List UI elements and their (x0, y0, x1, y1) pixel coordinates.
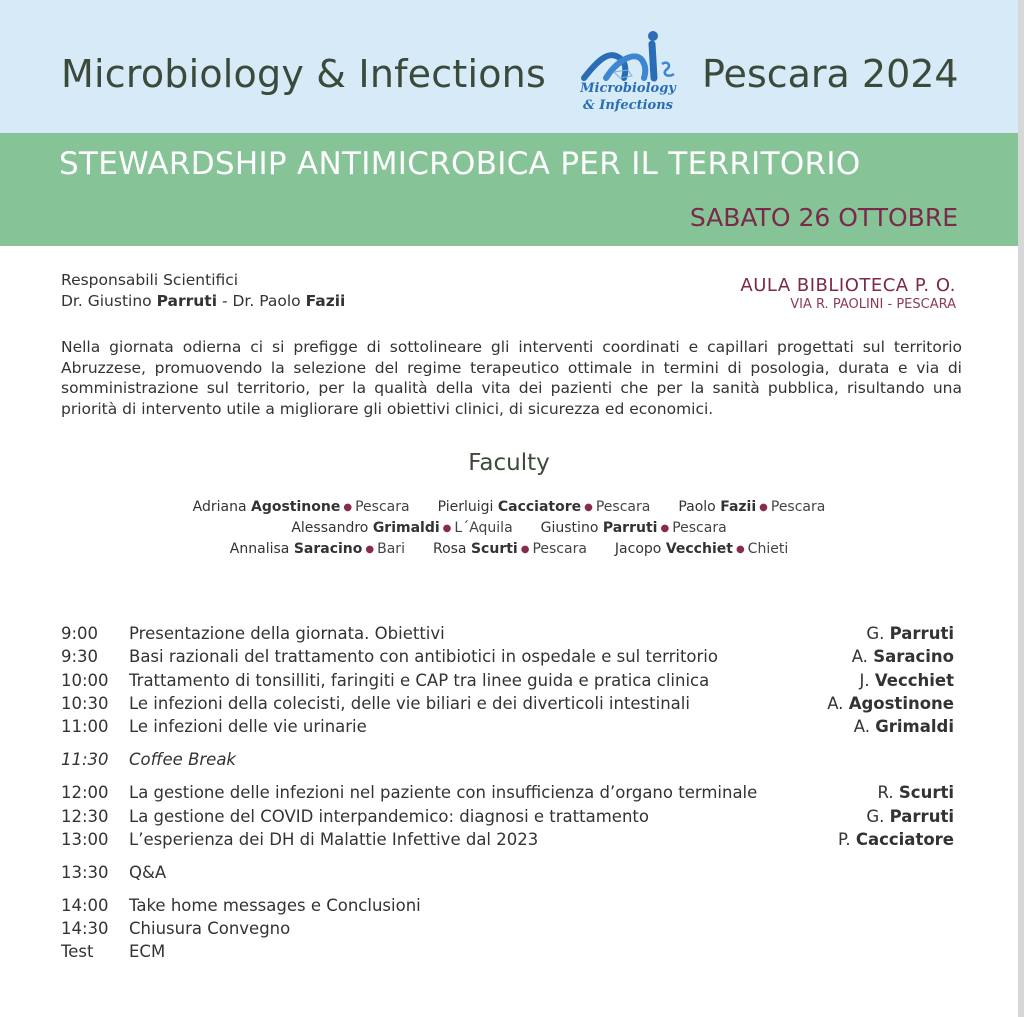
schedule-title: Coffee Break (129, 750, 236, 769)
schedule-row (61, 647, 954, 670)
director-separator: - Dr. Paolo (217, 292, 306, 310)
schedule-title: ECM (129, 942, 166, 961)
schedule-time: Test (61, 942, 94, 961)
speaker-last-name: Agostinone (848, 694, 954, 713)
schedule-time: 11:30 (61, 750, 109, 769)
schedule-row (61, 896, 954, 919)
schedule-title: La gestione delle infezioni nel paziente con insufficienza d’organo terminale (129, 783, 758, 802)
speaker-initial: A. (827, 694, 844, 713)
schedule-title: Take home messages e Conclusioni (129, 896, 421, 915)
faculty-first-name: Annalisa (229, 541, 290, 557)
schedule-time: 13:30 (61, 863, 109, 882)
faculty-first-name: Rosa (432, 541, 467, 557)
logo-text-line1: Microbiology (580, 81, 676, 96)
faculty-city: Pescara (672, 520, 727, 536)
director2-last: Fazii (305, 292, 346, 310)
faculty-city: Pescara (595, 499, 651, 515)
event-title: Microbiology & Infections (61, 52, 546, 96)
speaker-initial: A. (851, 647, 868, 666)
schedule-speaker (866, 624, 954, 643)
faculty-first-name: Giustino (540, 520, 599, 536)
logo-mark-icon (576, 30, 680, 86)
schedule-time: 14:00 (61, 896, 109, 915)
faculty-member (230, 539, 405, 560)
faculty-last-name: Saracino (293, 541, 363, 557)
speaker-initial: J. (859, 671, 870, 690)
schedule-row (61, 942, 954, 965)
faculty-city: Pescara (770, 499, 826, 515)
event-logo (576, 30, 680, 122)
bullet-icon: ● (343, 502, 353, 513)
faculty-list (0, 497, 1018, 560)
director1-last: Parruti (156, 292, 218, 310)
faculty-row (0, 497, 1018, 518)
bullet-icon: ● (584, 502, 593, 513)
schedule-title: Trattamento di tonsilliti, faringiti e CAP tra linee guida e pratica clinica (129, 671, 710, 690)
session-title: STEWARDSHIP ANTIMICROBICA PER IL TERRITORIO (59, 146, 861, 182)
faculty-last-name: Parruti (602, 520, 658, 536)
faculty-last-name: Vecchiet (665, 541, 733, 557)
speaker-initial: G. (866, 624, 885, 643)
schedule-title: Le infezioni delle vie urinarie (129, 717, 367, 736)
faculty-member (291, 518, 512, 539)
speaker-last-name: Scurti (898, 783, 954, 802)
faculty-city: Bari (377, 541, 405, 557)
faculty-member (433, 539, 587, 560)
schedule-time: 13:00 (61, 830, 109, 849)
speaker-last-name: Saracino (873, 647, 954, 666)
faculty-row (0, 518, 1018, 539)
intro-paragraph: Nella giornata odierna ci si prefigge di sottolineare gli interventi coordinati e capillari progettati sul territorio Abruzzese, promuovendo la selezione del regime terapeutico ottimale in termini di posologia, durata e via di somministrazione sul territorio, per la qualità della vita dei pazienti che per la sanità pubblica, risultando una priorità di intervento utile a migliorare gli obiettivi clinici, di sicurezza ed economici. (61, 338, 962, 418)
faculty-last-name: Cacciatore (497, 499, 582, 515)
faculty-city: L´Aquila (454, 520, 513, 536)
schedule-row (61, 830, 954, 853)
faculty-first-name: Pierluigi (437, 499, 494, 515)
bullet-icon: ● (365, 544, 375, 555)
schedule-title: Basi razionali del trattamento con antibiotici in ospedale e sul territorio (129, 647, 718, 666)
schedule-title: La gestione del COVID interpandemico: diagnosi e trattamento (129, 807, 649, 826)
schedule-title: Presentazione della giornata. Obiettivi (129, 624, 445, 643)
schedule-row (61, 783, 954, 806)
speaker-initial: A. (853, 717, 870, 736)
page-edge (1018, 0, 1024, 1017)
session-date: SABATO 26 OTTOBRE (689, 203, 958, 232)
schedule-row (61, 671, 954, 694)
faculty-row (0, 539, 1018, 560)
faculty-member (438, 497, 651, 518)
speaker-last-name: Parruti (889, 807, 954, 826)
faculty-heading: Faculty (468, 450, 550, 476)
scientific-directors-label: Responsabili Scientifici (61, 271, 239, 289)
schedule-row (61, 750, 954, 773)
schedule-row (61, 863, 954, 886)
schedule-time: 9:00 (61, 624, 99, 643)
speaker-last-name: Vecchiet (874, 671, 954, 690)
faculty-first-name: Alessandro (291, 520, 369, 536)
bullet-icon: ● (520, 544, 530, 555)
schedule-speaker (860, 671, 954, 690)
schedule-time: 11:00 (61, 717, 109, 736)
schedule-title: Q&A (129, 863, 167, 882)
scientific-directors (61, 270, 345, 312)
director1-first: Dr. Giustino (61, 292, 157, 310)
speaker-initial: P. (837, 830, 851, 849)
schedule-speaker (854, 717, 954, 736)
schedule-row (61, 624, 954, 647)
faculty-member (615, 539, 788, 560)
schedule-row (61, 919, 954, 942)
bullet-icon: ● (660, 523, 670, 534)
schedule-row (61, 807, 954, 830)
speaker-last-name: Parruti (889, 624, 954, 643)
speaker-last-name: Grimaldi (875, 717, 954, 736)
faculty-member (541, 518, 727, 539)
venue (740, 275, 956, 312)
venue-name: AULA BIBLIOTECA P. O. (740, 275, 956, 296)
schedule-title: Le infezioni della colecisti, delle vie biliari e dei diverticoli intestinali (129, 694, 690, 713)
faculty-last-name: Agostinone (251, 499, 341, 515)
speaker-last-name: Cacciatore (855, 830, 954, 849)
faculty-first-name: Adriana (192, 499, 247, 515)
scientific-directors-names (61, 291, 345, 312)
faculty-last-name: Grimaldi (372, 520, 440, 536)
faculty-city: Pescara (355, 499, 410, 515)
faculty-city: Pescara (532, 541, 587, 557)
schedule-time: 9:30 (61, 647, 99, 666)
bullet-icon: ● (442, 523, 452, 534)
schedule-time: 10:00 (61, 671, 109, 690)
faculty-last-name: Scurti (470, 541, 518, 557)
schedule-title: L’esperienza dei DH di Malattie Infettive dal 2023 (129, 830, 539, 849)
speaker-initial: R. (877, 783, 894, 802)
schedule-speaker (838, 830, 954, 849)
header-banner (0, 0, 1018, 133)
schedule-speaker (827, 694, 954, 713)
schedule-speaker (852, 647, 954, 666)
schedule-title: Chiusura Convegno (129, 919, 291, 938)
schedule-row (61, 717, 954, 740)
event-location-year: Pescara 2024 (702, 52, 959, 96)
schedule-time: 10:30 (61, 694, 109, 713)
bullet-icon: ● (759, 502, 768, 513)
bullet-icon: ● (735, 544, 745, 555)
faculty-member (678, 497, 825, 518)
schedule-time: 12:00 (61, 783, 109, 802)
faculty-first-name: Paolo (678, 499, 716, 515)
schedule-time: 14:30 (61, 919, 109, 938)
schedule-row (61, 694, 954, 717)
schedule-speaker (878, 783, 954, 802)
logo-text-line2: & Infections (583, 98, 673, 113)
schedule-time: 12:30 (61, 807, 109, 826)
faculty-first-name: Jacopo (614, 541, 662, 557)
speaker-initial: G. (866, 807, 885, 826)
schedule-speaker (866, 807, 954, 826)
faculty-member (193, 497, 410, 518)
faculty-city: Chieti (747, 541, 789, 557)
faculty-last-name: Fazii (720, 499, 757, 515)
venue-address: VIA R. PAOLINI - PESCARA (790, 297, 956, 312)
